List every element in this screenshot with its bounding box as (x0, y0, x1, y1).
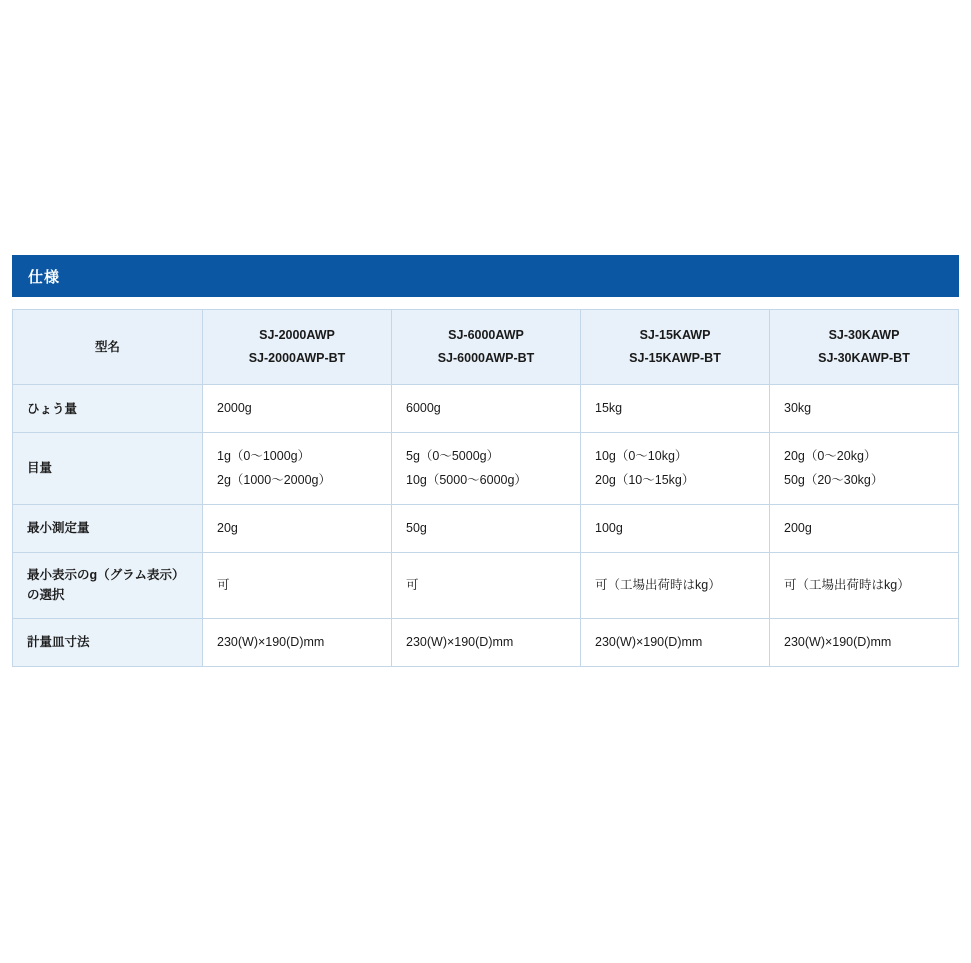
row-label-capacity: ひょう量 (13, 385, 203, 433)
row-label-gram-display: 最小表示のg（グラム表示）の選択 (13, 552, 203, 618)
cell-line: 30kg (784, 401, 812, 416)
row-label-division: 目量 (13, 433, 203, 504)
header-column-3-line2: SJ-15KAWP-BT (629, 351, 721, 366)
header-column-1-line2: SJ-2000AWP-BT (248, 351, 346, 366)
cell-line: 可 (217, 577, 230, 592)
cell-capacity-4 (770, 385, 959, 433)
section-header (12, 255, 959, 297)
cell-line: 20g (217, 520, 238, 535)
cell-line: 20g（0〜20kg） (784, 449, 877, 464)
header-column-3 (581, 310, 770, 385)
cell-min-weight-4 (770, 504, 959, 552)
cell-line: 2000g (217, 401, 252, 416)
header-column-2-line1: SJ-6000AWP (448, 328, 524, 342)
cell-gram-display-3 (581, 552, 770, 618)
cell-line: 10g（5000〜6000g） (406, 472, 527, 487)
cell-division-3 (581, 433, 770, 504)
specifications-table (12, 309, 959, 667)
cell-capacity-3 (581, 385, 770, 433)
header-column-3-line1: SJ-15KAWP (639, 328, 711, 342)
cell-min-weight-3 (581, 504, 770, 552)
cell-line: 230(W)×190(D)mm (595, 635, 703, 649)
section-title: 仕様 (28, 268, 61, 286)
cell-division-2 (392, 433, 581, 504)
header-column-2 (392, 310, 581, 385)
cell-line: 100g (595, 520, 623, 535)
table-row (13, 504, 959, 552)
cell-line: 可 (406, 577, 419, 592)
cell-line: 50g（20〜30kg） (784, 472, 884, 487)
cell-pan-size-4 (770, 619, 959, 667)
cell-line: 6000g (406, 401, 441, 416)
cell-gram-display-1 (203, 552, 392, 618)
table-row (13, 552, 959, 618)
row-label-min-weight: 最小測定量 (13, 504, 203, 552)
header-column-1-line1: SJ-2000AWP (259, 328, 335, 342)
header-column-1 (203, 310, 392, 385)
table-row (13, 619, 959, 667)
header-column-4 (770, 310, 959, 385)
cell-line: 20g（10〜15kg） (595, 472, 695, 487)
table-head (13, 310, 959, 385)
table-row (13, 433, 959, 504)
cell-pan-size-3 (581, 619, 770, 667)
table-header-row (13, 310, 959, 385)
cell-line: 15kg (595, 401, 623, 416)
header-column-4-line1: SJ-30KAWP (828, 328, 900, 342)
cell-line: 50g (406, 520, 427, 535)
cell-line: 1g（0〜1000g） (217, 449, 311, 464)
cell-capacity-2 (392, 385, 581, 433)
cell-line: 200g (784, 520, 812, 535)
cell-line: 5g（0〜5000g） (406, 449, 500, 464)
cell-line: 230(W)×190(D)mm (784, 635, 892, 649)
cell-line: 2g（1000〜2000g） (217, 472, 331, 487)
cell-gram-display-2 (392, 552, 581, 618)
cell-capacity-1 (203, 385, 392, 433)
table-body (13, 385, 959, 667)
cell-division-1 (203, 433, 392, 504)
row-label-pan-size: 計量皿寸法 (13, 619, 203, 667)
spec-section (12, 255, 959, 667)
cell-gram-display-4 (770, 552, 959, 618)
cell-pan-size-1 (203, 619, 392, 667)
header-column-4-line2: SJ-30KAWP-BT (818, 351, 910, 366)
cell-line: 230(W)×190(D)mm (406, 635, 514, 649)
header-model-label: 型名 (13, 310, 203, 385)
cell-min-weight-1 (203, 504, 392, 552)
cell-division-4 (770, 433, 959, 504)
cell-line: 可（工場出荷時はkg） (784, 577, 910, 592)
cell-line: 10g（0〜10kg） (595, 449, 688, 464)
header-column-2-line2: SJ-6000AWP-BT (437, 351, 535, 366)
table-row (13, 385, 959, 433)
cell-line: 230(W)×190(D)mm (217, 635, 325, 649)
cell-pan-size-2 (392, 619, 581, 667)
cell-line: 可（工場出荷時はkg） (595, 577, 721, 592)
cell-min-weight-2 (392, 504, 581, 552)
